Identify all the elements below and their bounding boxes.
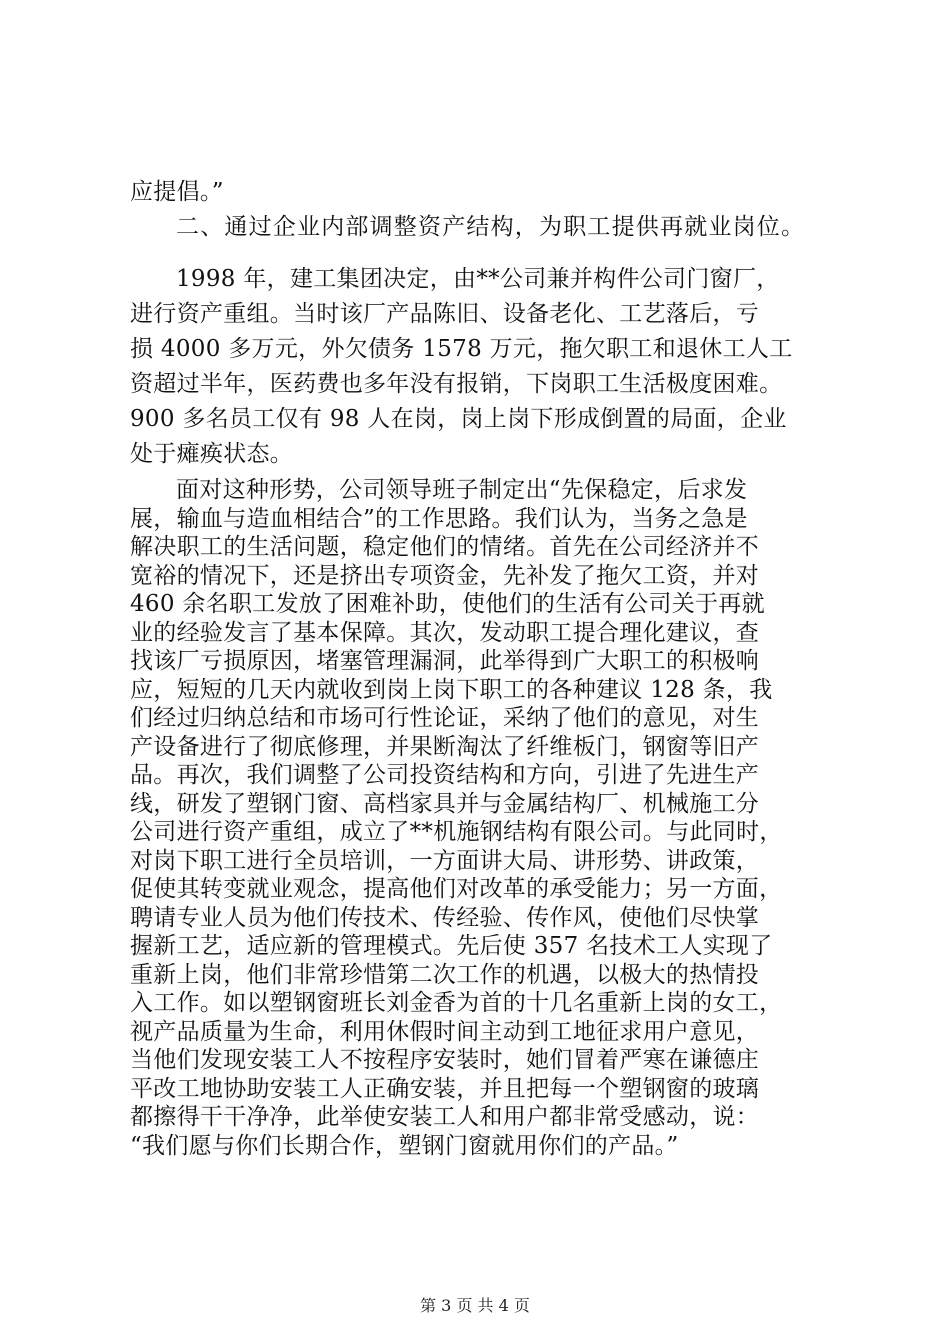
paragraph-2-line: 品。再次，我们调整了公司投资结构和方向，引进了先进生产	[130, 762, 760, 788]
paragraph-2-line: 握新工艺，适应新的管理模式。先后使 357 名技术工人实现了	[130, 933, 773, 959]
paragraph-2-line: 业的经验发言了基本保障。其次，发动职工提合理化建议，查	[130, 619, 760, 646]
paragraph-1-line: 处于瘫痪状态。	[130, 441, 294, 467]
paragraph-2-line: 460 余名职工发放了困难补助，使他们的生活有公司关于再就	[130, 591, 765, 617]
paragraph-2-line: 解决职工的生活问题，稳定他们的情绪。首先在公司经济并不	[130, 534, 760, 560]
paragraph-1-line: 进行资产重组。当时该厂产品陈旧、设备老化、工艺落后，亏	[130, 301, 760, 327]
paragraph-2-line: 公司进行资产重组，成立了**机施钢结构有限公司。与此同时，	[130, 819, 783, 845]
section-heading: 二、通过企业内部调整资产结构，为职工提供再就业岗位。	[176, 214, 806, 240]
paragraph-2-line: 们经过归纳总结和市场可行性论证，采纳了他们的意见，对生	[130, 705, 760, 731]
paragraph-1-line: 资超过半年，医药费也多年没有报销，下岗职工生活极度困难。	[130, 371, 783, 397]
paragraph-2-line: 找该厂亏损原因，堵塞管理漏洞，此举得到广大职工的积极响	[130, 648, 760, 674]
paragraph-2-line: 都擦得干干净净，此举使安装工人和用户都非常受感动，说：	[130, 1104, 760, 1130]
paragraph-1-line: 1998 年，建工集团决定，由**公司兼并构件公司门窗厂，	[176, 266, 780, 292]
paragraph-2-line: “我们愿与你们长期合作，塑钢门窗就用你们的产品。”	[130, 1132, 679, 1159]
paragraph-1-line: 损 4000 多万元，外欠债务 1578 万元，拖欠职工和退休工人工	[130, 336, 793, 362]
paragraph-2-line: 对岗下职工进行全员培训，一方面讲大局、讲形势、讲政策，	[130, 847, 760, 874]
paragraph-2-line: 宽裕的情况下，还是挤出专项资金，先补发了拖欠工资，并对	[130, 562, 760, 589]
paragraph-2-line: 面对这种形势，公司领导班子制定出“先保稳定，后求发	[176, 477, 748, 503]
paragraph-1-line: 900 多名员工仅有 98 人在岗，岗上岗下形成倒置的局面，企业	[130, 406, 787, 432]
paragraph-2-line: 当他们发现安装工人不按程序安装时，她们冒着严寒在谦德庄	[130, 1047, 760, 1073]
paragraph-2-line: 视产品质量为生命，利用休假时间主动到工地征求用户意见，	[130, 1018, 760, 1045]
paragraph-2-line: 重新上岗，他们非常珍惜第二次工作的机遇，以极大的热情投	[130, 961, 760, 988]
paragraph-2-line: 入工作。如以塑钢窗班长刘金香为首的十几名重新上岗的女工，	[130, 990, 783, 1016]
paragraph-2-line: 平改工地协助安装工人正确安装，并且把每一个塑钢窗的玻璃	[130, 1075, 760, 1102]
paragraph-2-line: 聘请专业人员为他们传技术、传经验、传作风，使他们尽快掌	[130, 904, 760, 931]
paragraph-2-line: 促使其转变就业观念，提高他们对改革的承受能力；另一方面，	[130, 876, 783, 902]
page-number-footer: 第 3 页 共 4 页	[420, 1296, 530, 1315]
paragraph-2-line: 产设备进行了彻底修理，并果断淘汰了纤维板门，钢窗等旧产	[130, 733, 760, 760]
carryover-line: 应提倡。”	[130, 179, 224, 205]
paragraph-2-line: 应，短短的几天内就收到岗上岗下职工的各种建议 128 条，我	[130, 676, 773, 703]
paragraph-2-line: 展，输血与造血相结合”的工作思路。我们认为，当务之急是	[130, 505, 748, 532]
paragraph-2-line: 线，研发了塑钢门窗、高档家具并与金属结构厂、机械施工分	[130, 790, 760, 817]
